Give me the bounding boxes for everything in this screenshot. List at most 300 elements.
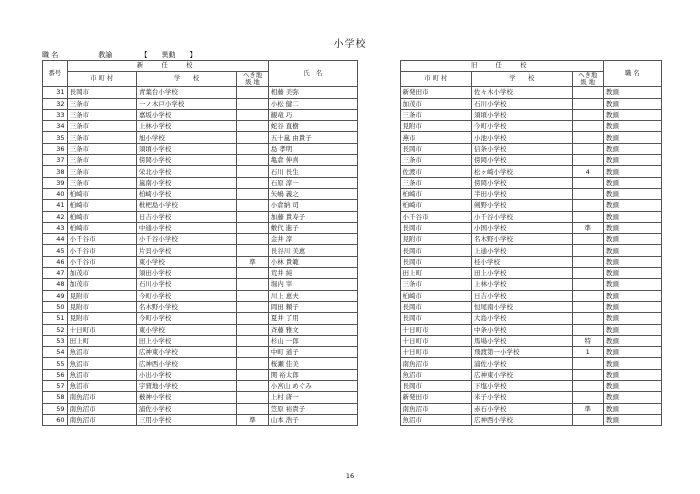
row-number: 53 <box>43 335 68 346</box>
row-gap <box>358 335 400 346</box>
row-number: 49 <box>43 290 68 301</box>
old-remote-grade <box>572 211 603 222</box>
table-row <box>43 234 662 245</box>
position: 教頭 <box>603 369 661 380</box>
old-city: 十日町市 <box>400 324 472 335</box>
row-number: 46 <box>43 256 68 267</box>
row-number: 39 <box>43 177 68 188</box>
old-remote-grade: 特 <box>572 335 603 346</box>
new-remote-grade <box>237 121 268 132</box>
old-remote-grade <box>572 414 603 425</box>
table-row <box>43 279 662 290</box>
new-city: 柏崎市 <box>67 222 136 233</box>
teacher-name: 小松 健二 <box>268 98 357 109</box>
new-remote-grade <box>237 335 268 346</box>
row-gap <box>358 279 400 290</box>
new-city: 加茂市 <box>67 268 136 279</box>
old-city: 柏崎市 <box>400 188 472 199</box>
teacher-name: 夏井 了用 <box>268 313 357 324</box>
new-remote-grade <box>237 132 268 143</box>
new-remote-grade <box>237 109 268 120</box>
teacher-name: 亀倉 伸喜 <box>268 155 357 166</box>
table-row <box>43 177 662 188</box>
new-city: 見附市 <box>67 301 136 312</box>
new-city: 小千谷市 <box>67 234 136 245</box>
new-remote-grade <box>237 358 268 369</box>
row-number: 31 <box>43 87 68 98</box>
header-old-city: 市 町 村 <box>400 72 472 87</box>
new-school: 須頃小学校 <box>136 143 237 154</box>
row-gap <box>358 369 400 380</box>
new-school: 嵐南小学校 <box>136 177 237 188</box>
table-row <box>43 392 662 403</box>
old-remote-grade <box>572 381 603 392</box>
row-number: 60 <box>43 414 68 425</box>
position: 教頭 <box>603 268 661 279</box>
table-row <box>43 188 662 199</box>
header-name: 氏 名 <box>268 61 357 87</box>
teacher-name: 荒井 純 <box>268 268 357 279</box>
old-city: 十日町市 <box>400 347 472 358</box>
row-number: 45 <box>43 245 68 256</box>
new-city: 見附市 <box>67 290 136 301</box>
row-gap <box>358 324 400 335</box>
old-school: 馬場小学校 <box>472 335 573 346</box>
old-school: 松ヶ崎小学校 <box>472 166 573 177</box>
new-school: 青葉台小学校 <box>136 87 237 98</box>
old-city: 魚沼市 <box>400 414 472 425</box>
row-number: 40 <box>43 188 68 199</box>
old-school: 小千谷小学校 <box>472 211 573 222</box>
old-school: 名木野小学校 <box>472 234 573 245</box>
row-number: 55 <box>43 358 68 369</box>
row-gap <box>358 121 400 132</box>
position: 教頭 <box>603 392 661 403</box>
row-number: 57 <box>43 381 68 392</box>
teacher-name: 相藤 美弥 <box>268 87 357 98</box>
old-city: 三条市 <box>400 279 472 290</box>
old-remote-grade: 準 <box>572 403 603 414</box>
row-number: 35 <box>43 132 68 143</box>
old-remote-grade: 1 <box>572 347 603 358</box>
position: 教頭 <box>603 381 661 392</box>
new-school: 須田小学校 <box>136 268 237 279</box>
header-old-remote <box>572 72 603 87</box>
table-row <box>43 301 662 312</box>
old-remote-grade <box>572 143 603 154</box>
old-school: 田上小学校 <box>472 268 573 279</box>
position: 教頭 <box>603 109 661 120</box>
old-remote-grade <box>572 279 603 290</box>
old-school: 傍岡小学校 <box>472 155 573 166</box>
new-city: 十日町市 <box>67 324 136 335</box>
old-remote-grade <box>572 109 603 120</box>
table-row <box>43 155 662 166</box>
old-city: 新発田市 <box>400 392 472 403</box>
old-city: 長岡市 <box>400 313 472 324</box>
header-old-remote-line1: へき地 <box>578 72 598 80</box>
table-row <box>43 335 662 346</box>
old-remote-grade <box>572 313 603 324</box>
new-remote-grade <box>237 279 268 290</box>
header-remote <box>237 72 268 87</box>
new-school: 三用小学校 <box>136 414 237 425</box>
row-number: 41 <box>43 200 68 211</box>
new-city: 三条市 <box>67 143 136 154</box>
old-school: 浦佐小学校 <box>472 358 573 369</box>
new-school: 小千谷小学校 <box>136 234 237 245</box>
old-school: 半田小学校 <box>472 188 573 199</box>
teacher-name: 関 裕太郎 <box>268 369 357 380</box>
position: 教頭 <box>603 177 661 188</box>
new-city: 魚沼市 <box>67 369 136 380</box>
table-row <box>43 98 662 109</box>
header-city: 市 町 村 <box>67 72 136 87</box>
old-school: 大島小学校 <box>472 313 573 324</box>
position: 教頭 <box>603 234 661 245</box>
position: 教頭 <box>603 414 661 425</box>
row-gap <box>358 211 400 222</box>
new-school: 今町小学校 <box>136 313 237 324</box>
old-school: 今町小学校 <box>472 121 573 132</box>
row-number: 43 <box>43 222 68 233</box>
new-remote-grade <box>237 369 268 380</box>
new-city: 南魚沼市 <box>67 403 136 414</box>
new-remote-grade <box>237 200 268 211</box>
new-city: 三条市 <box>67 166 136 177</box>
position: 教頭 <box>603 87 661 98</box>
row-number: 42 <box>43 211 68 222</box>
new-city: 南魚沼市 <box>67 392 136 403</box>
header-gap <box>358 61 400 87</box>
old-school: 上林小学校 <box>472 279 573 290</box>
old-city: 三条市 <box>400 177 472 188</box>
header-remote-line1: へき地 <box>243 72 262 80</box>
old-city: 柏崎市 <box>400 290 472 301</box>
old-remote-grade: 準 <box>572 222 603 233</box>
old-school: 信条小学校 <box>472 143 573 154</box>
position: 教頭 <box>603 121 661 132</box>
old-city: 長岡市 <box>400 222 472 233</box>
new-remote-grade <box>237 166 268 177</box>
position: 教頭 <box>603 347 661 358</box>
job-type: 【 異動 】 <box>140 51 197 59</box>
row-number: 37 <box>43 155 68 166</box>
old-city: 三条市 <box>400 109 472 120</box>
table-row <box>43 358 662 369</box>
old-remote-grade <box>572 200 603 211</box>
teacher-name: 蛇谷 直樹 <box>268 121 357 132</box>
position: 教頭 <box>603 301 661 312</box>
position: 教頭 <box>603 222 661 233</box>
row-number: 47 <box>43 268 68 279</box>
position: 教頭 <box>603 155 661 166</box>
new-city: 三条市 <box>67 132 136 143</box>
new-remote-grade <box>237 268 268 279</box>
old-school: 石川小学校 <box>472 98 573 109</box>
table-row <box>43 166 662 177</box>
old-city: 柏崎市 <box>400 200 472 211</box>
table-row <box>43 87 662 98</box>
teacher-name: 石川 長生 <box>268 166 357 177</box>
table-row <box>43 381 662 392</box>
row-gap <box>358 143 400 154</box>
table-row <box>43 290 662 301</box>
row-gap <box>358 222 400 233</box>
teacher-name: 岡田 頼子 <box>268 301 357 312</box>
header-remote-line2: 級 地 <box>245 79 260 87</box>
new-remote-grade <box>237 143 268 154</box>
row-gap <box>358 188 400 199</box>
old-remote-grade <box>572 290 603 301</box>
old-city: 南魚沼市 <box>400 358 472 369</box>
old-city: 加茂市 <box>400 98 472 109</box>
teacher-name: 石原 淳一 <box>268 177 357 188</box>
new-remote-grade: 準 <box>237 256 268 267</box>
header-old-school: 学 校 <box>472 72 573 87</box>
teacher-name: 笠原 裕貴子 <box>268 403 357 414</box>
row-gap <box>358 177 400 188</box>
new-remote-grade <box>237 313 268 324</box>
old-city: 三条市 <box>400 155 472 166</box>
new-city: 南魚沼市 <box>67 414 136 425</box>
old-city: 十日町市 <box>400 335 472 346</box>
new-city: 長岡市 <box>67 87 136 98</box>
old-city: 新発田市 <box>400 87 472 98</box>
row-gap <box>358 403 400 414</box>
old-remote-grade <box>572 268 603 279</box>
row-gap <box>358 98 400 109</box>
table-row <box>43 121 662 132</box>
job-name: 教諭 <box>98 51 113 59</box>
table-row <box>43 245 662 256</box>
row-gap <box>358 358 400 369</box>
row-number: 50 <box>43 301 68 312</box>
old-city: 田上町 <box>400 268 472 279</box>
old-school: 小池小学校 <box>472 132 573 143</box>
row-number: 48 <box>43 279 68 290</box>
new-remote-grade <box>237 324 268 335</box>
row-number: 59 <box>43 403 68 414</box>
header-school: 学 校 <box>136 72 237 87</box>
old-school: 傍岡小学校 <box>472 177 573 188</box>
old-school: 下塩小学校 <box>472 381 573 392</box>
row-gap <box>358 256 400 267</box>
old-school: 赤石小学校 <box>472 403 573 414</box>
new-remote-grade <box>237 290 268 301</box>
old-school: 米子小学校 <box>472 392 573 403</box>
page-number: 16 <box>345 472 355 480</box>
old-school: 小国小学校 <box>472 222 573 233</box>
old-city: 魚沼市 <box>400 369 472 380</box>
row-gap <box>358 132 400 143</box>
row-gap <box>358 301 400 312</box>
row-number: 52 <box>43 324 68 335</box>
old-school: 桂小学校 <box>472 256 573 267</box>
old-school: 広神西小学校 <box>472 414 573 425</box>
old-remote-grade <box>572 392 603 403</box>
new-school: 石川小学校 <box>136 279 237 290</box>
row-number: 34 <box>43 121 68 132</box>
new-city: 柏崎市 <box>67 200 136 211</box>
new-remote-grade <box>237 87 268 98</box>
position: 教頭 <box>603 143 661 154</box>
table-row <box>43 313 662 324</box>
new-city: 三条市 <box>67 177 136 188</box>
old-school: 須頃小学校 <box>472 109 573 120</box>
position: 教頭 <box>603 245 661 256</box>
new-school: 一ノ木戸小学校 <box>136 98 237 109</box>
teacher-name: 観竜 巧 <box>268 109 357 120</box>
header-old-remote-line2: 級 地 <box>580 79 596 87</box>
old-remote-grade <box>572 301 603 312</box>
new-remote-grade <box>237 403 268 414</box>
row-number: 32 <box>43 98 68 109</box>
old-city: 小千谷市 <box>400 211 472 222</box>
old-city: 長岡市 <box>400 143 472 154</box>
header-position: 職 名 <box>603 61 661 87</box>
table-row <box>43 222 662 233</box>
old-remote-grade <box>572 121 603 132</box>
position: 教頭 <box>603 290 661 301</box>
row-number: 54 <box>43 347 68 358</box>
position: 教頭 <box>603 98 661 109</box>
position: 教頭 <box>603 188 661 199</box>
old-city: 見附市 <box>400 121 472 132</box>
old-school: 佐々木小学校 <box>472 87 573 98</box>
old-city: 燕市 <box>400 132 472 143</box>
new-city: 見附市 <box>67 313 136 324</box>
old-school: 上通小学校 <box>472 245 573 256</box>
new-remote-grade <box>237 177 268 188</box>
table-row <box>43 132 662 143</box>
position: 教頭 <box>603 132 661 143</box>
row-number: 36 <box>43 143 68 154</box>
table-row <box>43 403 662 414</box>
position: 教頭 <box>603 324 661 335</box>
old-city: 南魚沼市 <box>400 403 472 414</box>
teacher-name: 川上 恵夫 <box>268 290 357 301</box>
new-school: 宇賀地小学校 <box>136 381 237 392</box>
old-city: 見附市 <box>400 234 472 245</box>
teacher-name: 敷代 進子 <box>268 222 357 233</box>
old-remote-grade <box>572 245 603 256</box>
position: 教頭 <box>603 335 661 346</box>
old-city: 長岡市 <box>400 245 472 256</box>
teacher-name: 中町 道子 <box>268 347 357 358</box>
new-school: 栄北小学校 <box>136 166 237 177</box>
new-city: 三条市 <box>67 98 136 109</box>
new-school: 旭小学校 <box>136 132 237 143</box>
row-gap <box>358 109 400 120</box>
old-school: 広神東小学校 <box>472 369 573 380</box>
old-remote-grade <box>572 256 603 267</box>
teacher-name: 堀内 宰 <box>268 279 357 290</box>
old-remote-grade <box>572 87 603 98</box>
table-row <box>43 211 662 222</box>
job-label: 職 名 <box>42 51 59 59</box>
teacher-name: 小宮山 めぐみ <box>268 381 357 392</box>
old-city: 佐渡市 <box>400 166 472 177</box>
position: 教頭 <box>603 279 661 290</box>
new-school: 今町小学校 <box>136 290 237 301</box>
row-gap <box>358 414 400 425</box>
teacher-name: 矢嶋 義之 <box>268 188 357 199</box>
page-title: 小学校 <box>333 39 367 50</box>
header-row-1 <box>43 61 662 72</box>
new-remote-grade <box>237 222 268 233</box>
row-gap <box>358 200 400 211</box>
old-school: 中条小学校 <box>472 324 573 335</box>
new-city: 柏崎市 <box>67 211 136 222</box>
teacher-name: 小林 貴範 <box>268 256 357 267</box>
row-number: 51 <box>43 313 68 324</box>
teacher-name: 金井 淳 <box>268 234 357 245</box>
new-school: 田上小学校 <box>136 335 237 346</box>
new-city: 田上町 <box>67 335 136 346</box>
table-row <box>43 256 662 267</box>
new-school: 広神西小学校 <box>136 358 237 369</box>
row-gap <box>358 381 400 392</box>
teacher-name: 小倉納 司 <box>268 200 357 211</box>
position: 教頭 <box>603 211 661 222</box>
new-school: 東小学校 <box>136 256 237 267</box>
position: 教頭 <box>603 256 661 267</box>
old-school: 剣野小学校 <box>472 200 573 211</box>
teacher-name: 長谷川 美恵 <box>268 245 357 256</box>
row-gap <box>358 166 400 177</box>
old-remote-grade <box>572 369 603 380</box>
header-old-school-group: 旧 任 校 <box>400 61 603 72</box>
new-school: 日吉小学校 <box>136 211 237 222</box>
new-city: 魚沼市 <box>67 381 136 392</box>
teacher-name: 五十嵐 由貴子 <box>268 132 357 143</box>
teacher-name: 杉山 一郎 <box>268 335 357 346</box>
position: 教頭 <box>603 200 661 211</box>
table-body <box>43 87 662 426</box>
table-row <box>43 414 662 425</box>
row-gap <box>358 347 400 358</box>
new-city: 三条市 <box>67 109 136 120</box>
new-city: 魚沼市 <box>67 358 136 369</box>
row-number: 44 <box>43 234 68 245</box>
old-school: 恒尾南小学校 <box>472 301 573 312</box>
new-school: 小出小学校 <box>136 369 237 380</box>
new-remote-grade <box>237 301 268 312</box>
header-no: 番号 <box>43 61 68 87</box>
job-line <box>42 50 196 60</box>
new-school: 浦佐小学校 <box>136 403 237 414</box>
old-city: 長岡市 <box>400 381 472 392</box>
new-school: 嘉坂小学校 <box>136 109 237 120</box>
new-remote-grade <box>237 98 268 109</box>
row-gap <box>358 268 400 279</box>
new-remote-grade <box>237 211 268 222</box>
position: 教頭 <box>603 166 661 177</box>
teacher-name: 斉藤 雅文 <box>268 324 357 335</box>
row-gap <box>358 290 400 301</box>
old-city: 長岡市 <box>400 301 472 312</box>
new-remote-grade <box>237 234 268 245</box>
row-number: 58 <box>43 392 68 403</box>
new-school: 東小学校 <box>136 324 237 335</box>
old-remote-grade: 4 <box>572 166 603 177</box>
old-remote-grade <box>572 188 603 199</box>
new-city: 小千谷市 <box>67 245 136 256</box>
table-row <box>43 324 662 335</box>
teacher-name: 上村 唐一 <box>268 392 357 403</box>
row-gap <box>358 234 400 245</box>
